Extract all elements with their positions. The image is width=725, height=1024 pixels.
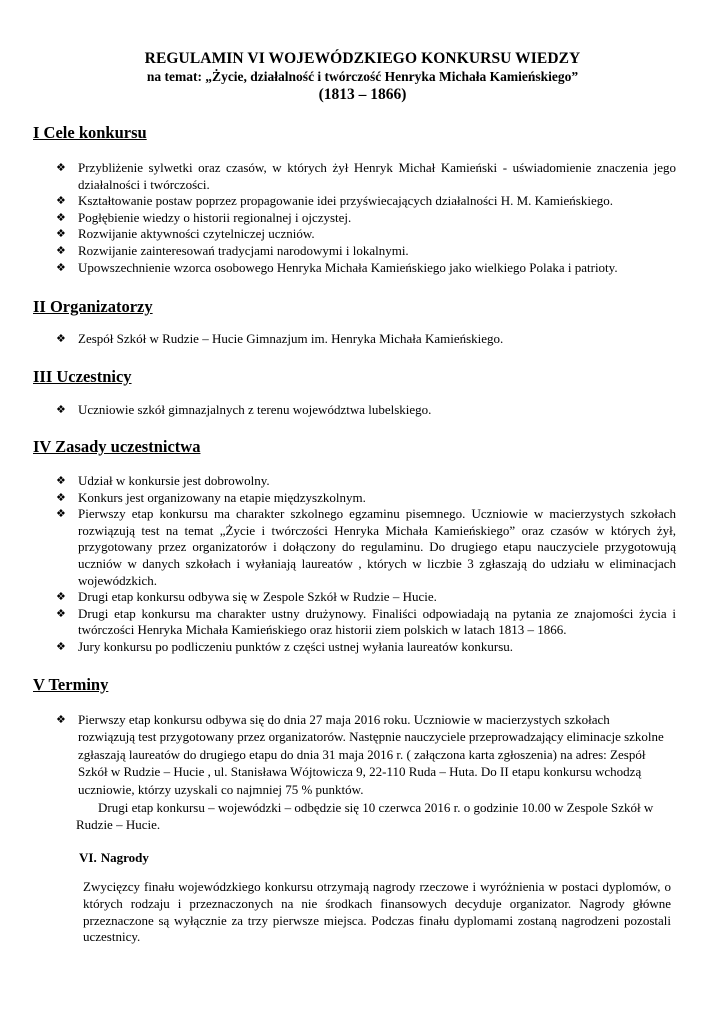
list-item: ❖ Przybliżenie sylwetki oraz czasów, w których żył Henryk Michał Kamieński - uświadomienie znaczenia jego działalności i twórczości. (56, 160, 676, 192)
list-organizatorzy (56, 331, 676, 348)
list-item: ❖ Jury konkursu po podliczeniu punktów z części ustnej wyłania laureatów konkursu. (56, 638, 514, 654)
section-number: VI. (79, 850, 97, 865)
section-title-label: Nagrody (100, 850, 149, 865)
diamond-bullet-icon: ❖ (56, 194, 66, 208)
terminy-continuation: Drugi etap konkursu – wojewódzki – odbędzie się 10 czerwca 2016 r. o godzinie 10.00 w Zespole Szkół w Rudzie – Hucie. (76, 800, 654, 833)
list-item: ❖ Drugi etap konkursu odbywa się w Zespole Szkół w Rudzie – Hucie. (56, 589, 437, 605)
diamond-bullet-icon: ❖ (56, 332, 66, 345)
document-title: REGULAMIN VI WOJEWÓDZKIEGO KONKURSU WIEDZY (144, 50, 581, 67)
diamond-bullet-icon: ❖ (56, 260, 66, 274)
list-item: ❖ Drugi etap konkursu ma charakter ustny drużynowy. Finaliści odpowiadają na pytania ze znajomości życia i twórczości Henryka Michała Kamieńskiego oraz historii ziem polskich w latach 1813 – 1866. (56, 605, 676, 638)
section-title-zasady: IV Zasady uczestnictwa (33, 437, 201, 456)
diamond-bullet-icon: ❖ (56, 210, 66, 224)
list-item: ❖ Udział w konkursie jest dobrowolny. (56, 473, 270, 488)
section-title-nagrody (79, 850, 149, 866)
list-item: ❖ Pogłębienie wiedzy o historii regionalnej i ojczystej. (56, 209, 352, 225)
diamond-bullet-icon: ❖ (56, 490, 66, 504)
list-item: ❖ Rozwijanie zainteresowań tradycjami narodowymi i lokalnymi. (56, 242, 409, 258)
list-zasady (56, 473, 676, 656)
list-item: ❖ Pierwszy etap konkursu odbywa się do dnia 27 maja 2016 roku. Uczniowie w macierzystych szkołach rozwiązują test przygotowany przez organizatorów. Następnie nauczyciele przeprowadzający eliminacje szkolne zgłaszają laureatów do drugiego etapu do dnia 31 maja 2016 r. ( załączona karta zgłoszenia) na adres: Zespół Szkół w Rudzie – Hucie , ul. Stanisława Wójtowicza 9, 22-110 Ruda – Huta. Do II etapu konkursu wchodzą uczniowie, którzy uzyskali co najmniej 75 % punktów. (56, 712, 664, 797)
list-item: ❖ Zespół Szkół w Rudzie – Hucie Gimnazjum im. Henryka Michała Kamieńskiego. (56, 331, 504, 346)
section-title-terminy: V Terminy (33, 675, 109, 694)
list-item: ❖ Konkurs jest organizowany na etapie międzyszkolnym. (56, 489, 366, 505)
document-subtitle: na temat: „Życie, działalność i twórczość Henryka Michała Kamieńskiego” (146, 69, 579, 84)
list-item: ❖ Pierwszy etap konkursu ma charakter szkolnego egzaminu pisemnego. Uczniowie w macierzystych szkołach rozwiązują test na temat „Życie i twórczości Henryka Michała Kamieńskiego” oraz czasów w których żył, przygotowany przez organizatorów i dołączony do regulaminu. Do drugiego etapu nauczyciele przygotowują uczniów w danych szkołach i wyłaniają laureatów , których w liczbie 3 zgłaszają do udziału w eliminacjach wojewódzkich. (56, 506, 676, 588)
diamond-bullet-icon: ❖ (56, 227, 66, 241)
diamond-bullet-icon: ❖ (56, 590, 66, 604)
section-title-uczestnicy: III Uczestnicy (33, 367, 132, 386)
list-item: ❖ Uczniowie szkół gimnazjalnych z terenu województwa lubelskiego. (56, 402, 432, 417)
diamond-bullet-icon: ❖ (56, 507, 66, 521)
diamond-bullet-icon: ❖ (56, 606, 66, 620)
section-title-organizatorzy: II Organizatorzy (33, 297, 153, 316)
list-terminy (56, 711, 668, 798)
list-item: ❖ Kształtowanie postaw poprzez propagowanie idei przyświecających działalności H. M. Kamieńskiego. (56, 193, 613, 209)
list-cele (56, 160, 676, 276)
diamond-bullet-icon: ❖ (56, 243, 66, 257)
diamond-bullet-icon: ❖ (56, 639, 66, 653)
diamond-bullet-icon: ❖ (56, 161, 66, 174)
diamond-bullet-icon: ❖ (56, 403, 66, 416)
document-years: (1813 – 1866) (318, 86, 407, 103)
diamond-bullet-icon: ❖ (56, 713, 66, 726)
section-title-cele: I Cele konkursu (33, 123, 147, 142)
list-uczestnicy (56, 402, 676, 419)
list-item: ❖ Upowszechnienie wzorca osobowego Henryka Michała Kamieńskiego jako wielkiego Polaka i patrioty. (56, 259, 618, 275)
diamond-bullet-icon: ❖ (56, 474, 66, 487)
nagrody-text: Zwycięzcy finału wojewódzkiego konkursu otrzymają nagrody rzeczowe i wyróżnienia w postaci dyplomów, o których rodzaju i przeznaczonych na nie środkach finansowych decyduje organizator. Nagrody główne przeznaczone są wyłącznie za trzy pierwsze miejsca. Podczas finału dyplomami zostaną nagrodzeni pozostali uczestnicy. (83, 879, 671, 945)
list-item: ❖ Rozwijanie aktywności czytelniczej uczniów. (56, 226, 315, 242)
